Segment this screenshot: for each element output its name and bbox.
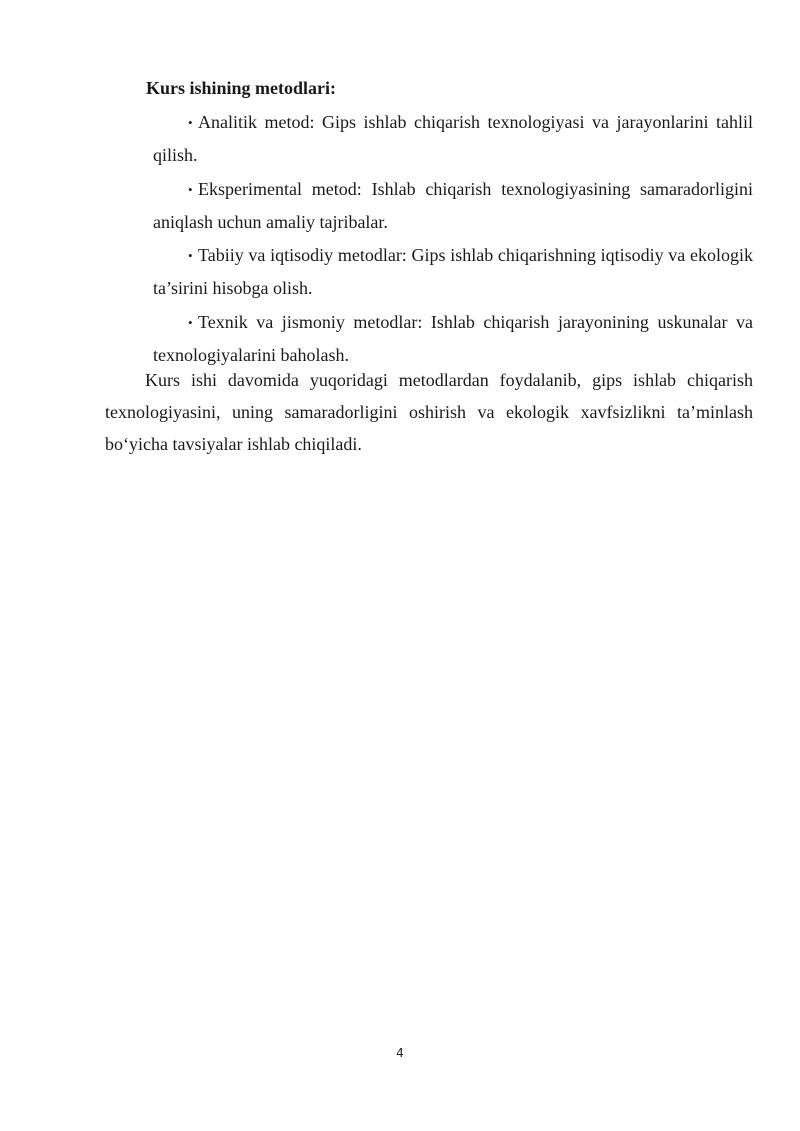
list-item-text: Tabiiy va iqtisodiy metodlar: Gips ishlab chiqarishning iqtisodiy va ekologik ta’sirini hisobga olish.: [153, 245, 753, 298]
list-item: [0, 173, 800, 238]
list-item-text: Eksperimental metod: Ishlab chiqarish texnologiyasining samaradorligini aniqlash uchun amaliy tajribalar.: [153, 178, 753, 232]
list-item: [0, 239, 800, 304]
bullet-icon: •: [188, 248, 193, 263]
list-item-text: Texnik va jismoniy metodlar: Ishlab chiqarish jarayonining uskunalar va texnologiyalarini baholash.: [153, 311, 753, 365]
bullet-icon: •: [188, 115, 193, 130]
list-item: [0, 306, 800, 371]
conclusion-paragraph: Kurs ishi davomida yuqoridagi metodlardan foydalanib, gips ishlab chiqarish texnologiyasini, uning samaradorligini oshirish va ekologik xavfsizlikni ta’minlash bo‘yicha tavsiyalar ishlab chiqiladi.: [105, 370, 753, 454]
methods-list: [0, 106, 800, 372]
list-item-text: Analitik metod: Gips ishlab chiqarish texnologiyasi va jarayonlarini tahlil qilish.: [153, 112, 753, 165]
section-heading: Kurs ishining metodlari:: [146, 78, 337, 98]
list-item: [0, 106, 800, 171]
bullet-icon: •: [188, 181, 193, 197]
page-number: 4: [396, 1046, 404, 1060]
bullet-icon: •: [188, 314, 193, 330]
